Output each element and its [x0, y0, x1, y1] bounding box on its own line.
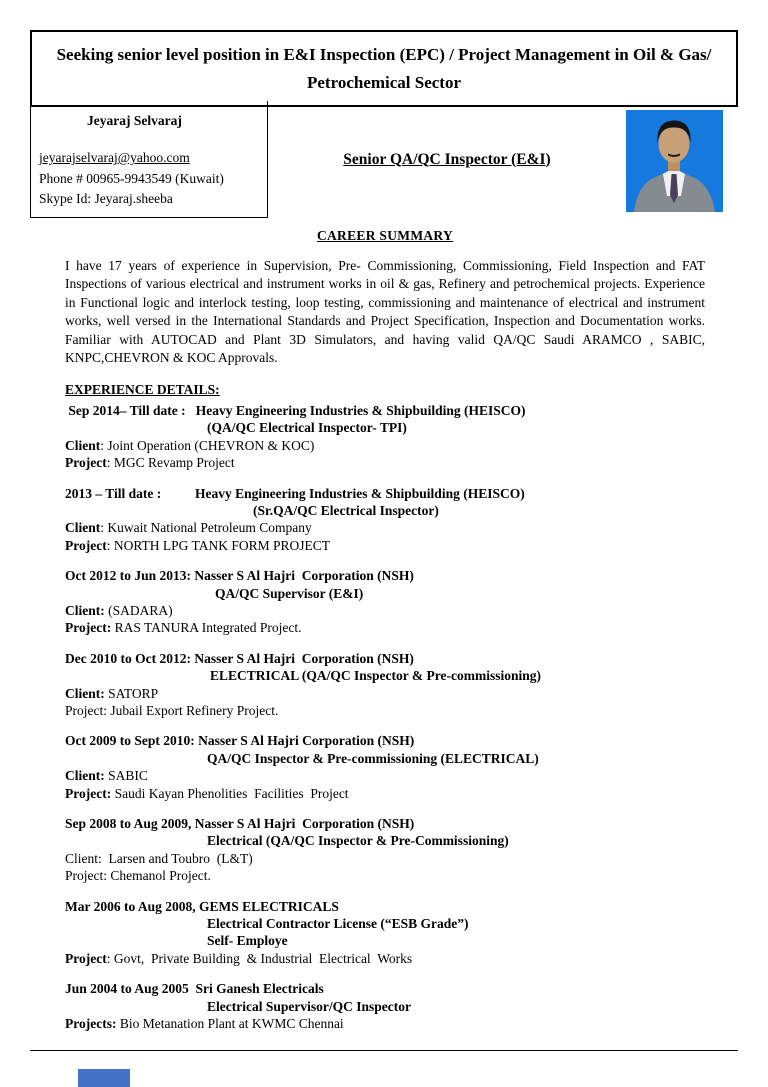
candidate-name: Jeyaraj Selvaraj: [87, 113, 182, 128]
experience-line: Client: Larsen and Toubro (L&T): [65, 850, 253, 866]
experience-line: Oct 2012 to Jun 2013: Nasser S Al Hajri Corporation (NSH): [65, 568, 414, 584]
experience-line: Electrical Supervisor/QC Inspector: [207, 998, 411, 1014]
experience-line: Electrical (QA/QC Inspector & Pre-Commissioning): [207, 833, 509, 849]
experience-entry: [65, 815, 705, 885]
experience-line: Client: Kuwait National Petroleum Company: [65, 520, 312, 536]
experience-line: 2013 – Till date : Heavy Engineering Industries & Shipbuilding (HEISCO): [65, 485, 525, 501]
job-title: Senior QA/QC Inspector (E&I): [343, 150, 551, 168]
experience-line: Client: Joint Operation (CHEVRON & KOC): [65, 437, 315, 453]
experience-line: QA/QC Supervisor (E&I): [215, 585, 364, 601]
experience-line: Sep 2014– Till date : Heavy Engineering Industries & Shipbuilding (HEISCO): [65, 402, 526, 418]
experience-line: Project: MGC Revamp Project: [65, 455, 235, 471]
career-summary-text: I have 17 years of experience in Supervision, Pre- Commissioning, Commissioning, Field Inspection and FAT Inspections of various electrical and instrument works in oil & gas, Refinery and petrochemical projects. Experience in Functional logic and interlock testing, loop testing, commissioning and maintenance of electrical and instrument works, well versed in the International Standards and Project Specification, Inspection and Documentation works. Familiar with AUTOCAD and Plant 3D Simulators, and having valid QA/QC Saudi ARAMCO , SABIC, KNPC,CHEVRON & KOC Approvals.: [65, 258, 705, 366]
phone-number: Phone # 00965-9943549 (Kuwait): [39, 170, 224, 186]
experience-line: Jun 2004 to Aug 2005 Sri Ganesh Electricals: [65, 981, 324, 997]
experience-line: (Sr.QA/QC Electrical Inspector): [253, 502, 439, 518]
job-title-cell: [268, 101, 626, 218]
contact-card: [30, 101, 268, 218]
experience-line: Project: Saudi Kayan Phenolities Facilities Project: [65, 785, 349, 801]
experience-entry: [65, 402, 705, 472]
experience-line: Project: Chemanol Project.: [65, 868, 211, 884]
footer-bar: [78, 1069, 130, 1087]
experience-line: Client: (SADARA): [65, 602, 173, 618]
experience-entry: [65, 567, 705, 637]
experience-line: Electrical Contractor License (“ESB Grade”): [207, 916, 469, 932]
experience-line: Project: RAS TANURA Integrated Project.: [65, 620, 302, 636]
experience-entry: [65, 980, 705, 1032]
experience-line: Mar 2006 to Aug 2008, GEMS ELECTRICALS: [65, 898, 339, 914]
photo-cell: [626, 101, 738, 218]
experience-entries: [65, 402, 705, 1033]
email-link[interactable]: jeyarajselvaraj@yahoo.com: [39, 150, 190, 166]
experience-line: Sep 2008 to Aug 2009, Nasser S Al Hajri Corporation (NSH): [65, 816, 415, 832]
experience-line: Project: NORTH LPG TANK FORM PROJECT: [65, 537, 330, 553]
experience-entry: [65, 732, 705, 802]
experience-line: Self- Employe: [207, 933, 288, 949]
experience-line: QA/QC Inspector & Pre-commissioning (ELECTRICAL): [207, 750, 539, 766]
experience-line: Client: SATORP: [65, 685, 159, 701]
experience-line: Project: Govt, Private Building & Industrial Electrical Works: [65, 950, 413, 966]
skype-id: Skype Id: Jeyaraj.sheeba: [39, 190, 173, 206]
experience-line: Oct 2009 to Sept 2010: Nasser S Al Hajri Corporation (NSH): [65, 733, 415, 749]
experience-line: Dec 2010 to Oct 2012: Nasser S Al Hajri Corporation (NSH): [65, 650, 414, 666]
experience-heading: EXPERIENCE DETAILS:: [65, 381, 220, 397]
experience-line: Client: SABIC: [65, 768, 148, 784]
bottom-divider: [30, 1050, 738, 1051]
experience-line: ELECTRICAL (QA/QC Inspector & Pre-commissioning): [210, 668, 542, 684]
candidate-photo: [626, 110, 723, 212]
experience-entry: [65, 485, 705, 555]
experience-line: (QA/QC Electrical Inspector- TPI): [207, 420, 407, 436]
experience-line: Projects: Bio Metanation Plant at KWMC Chennai: [65, 1016, 344, 1032]
main-content: [65, 228, 705, 1046]
experience-entry: [65, 650, 705, 720]
header-row: [30, 101, 738, 218]
career-summary-heading: CAREER SUMMARY: [316, 228, 454, 243]
experience-line: Project: Jubail Export Refinery Project.: [65, 703, 279, 718]
page-title: Seeking senior level position in E&I Inspection (EPC) / Project Management in Oil & Gas/ Petrochemical Sector: [30, 30, 738, 107]
experience-entry: [65, 898, 705, 968]
